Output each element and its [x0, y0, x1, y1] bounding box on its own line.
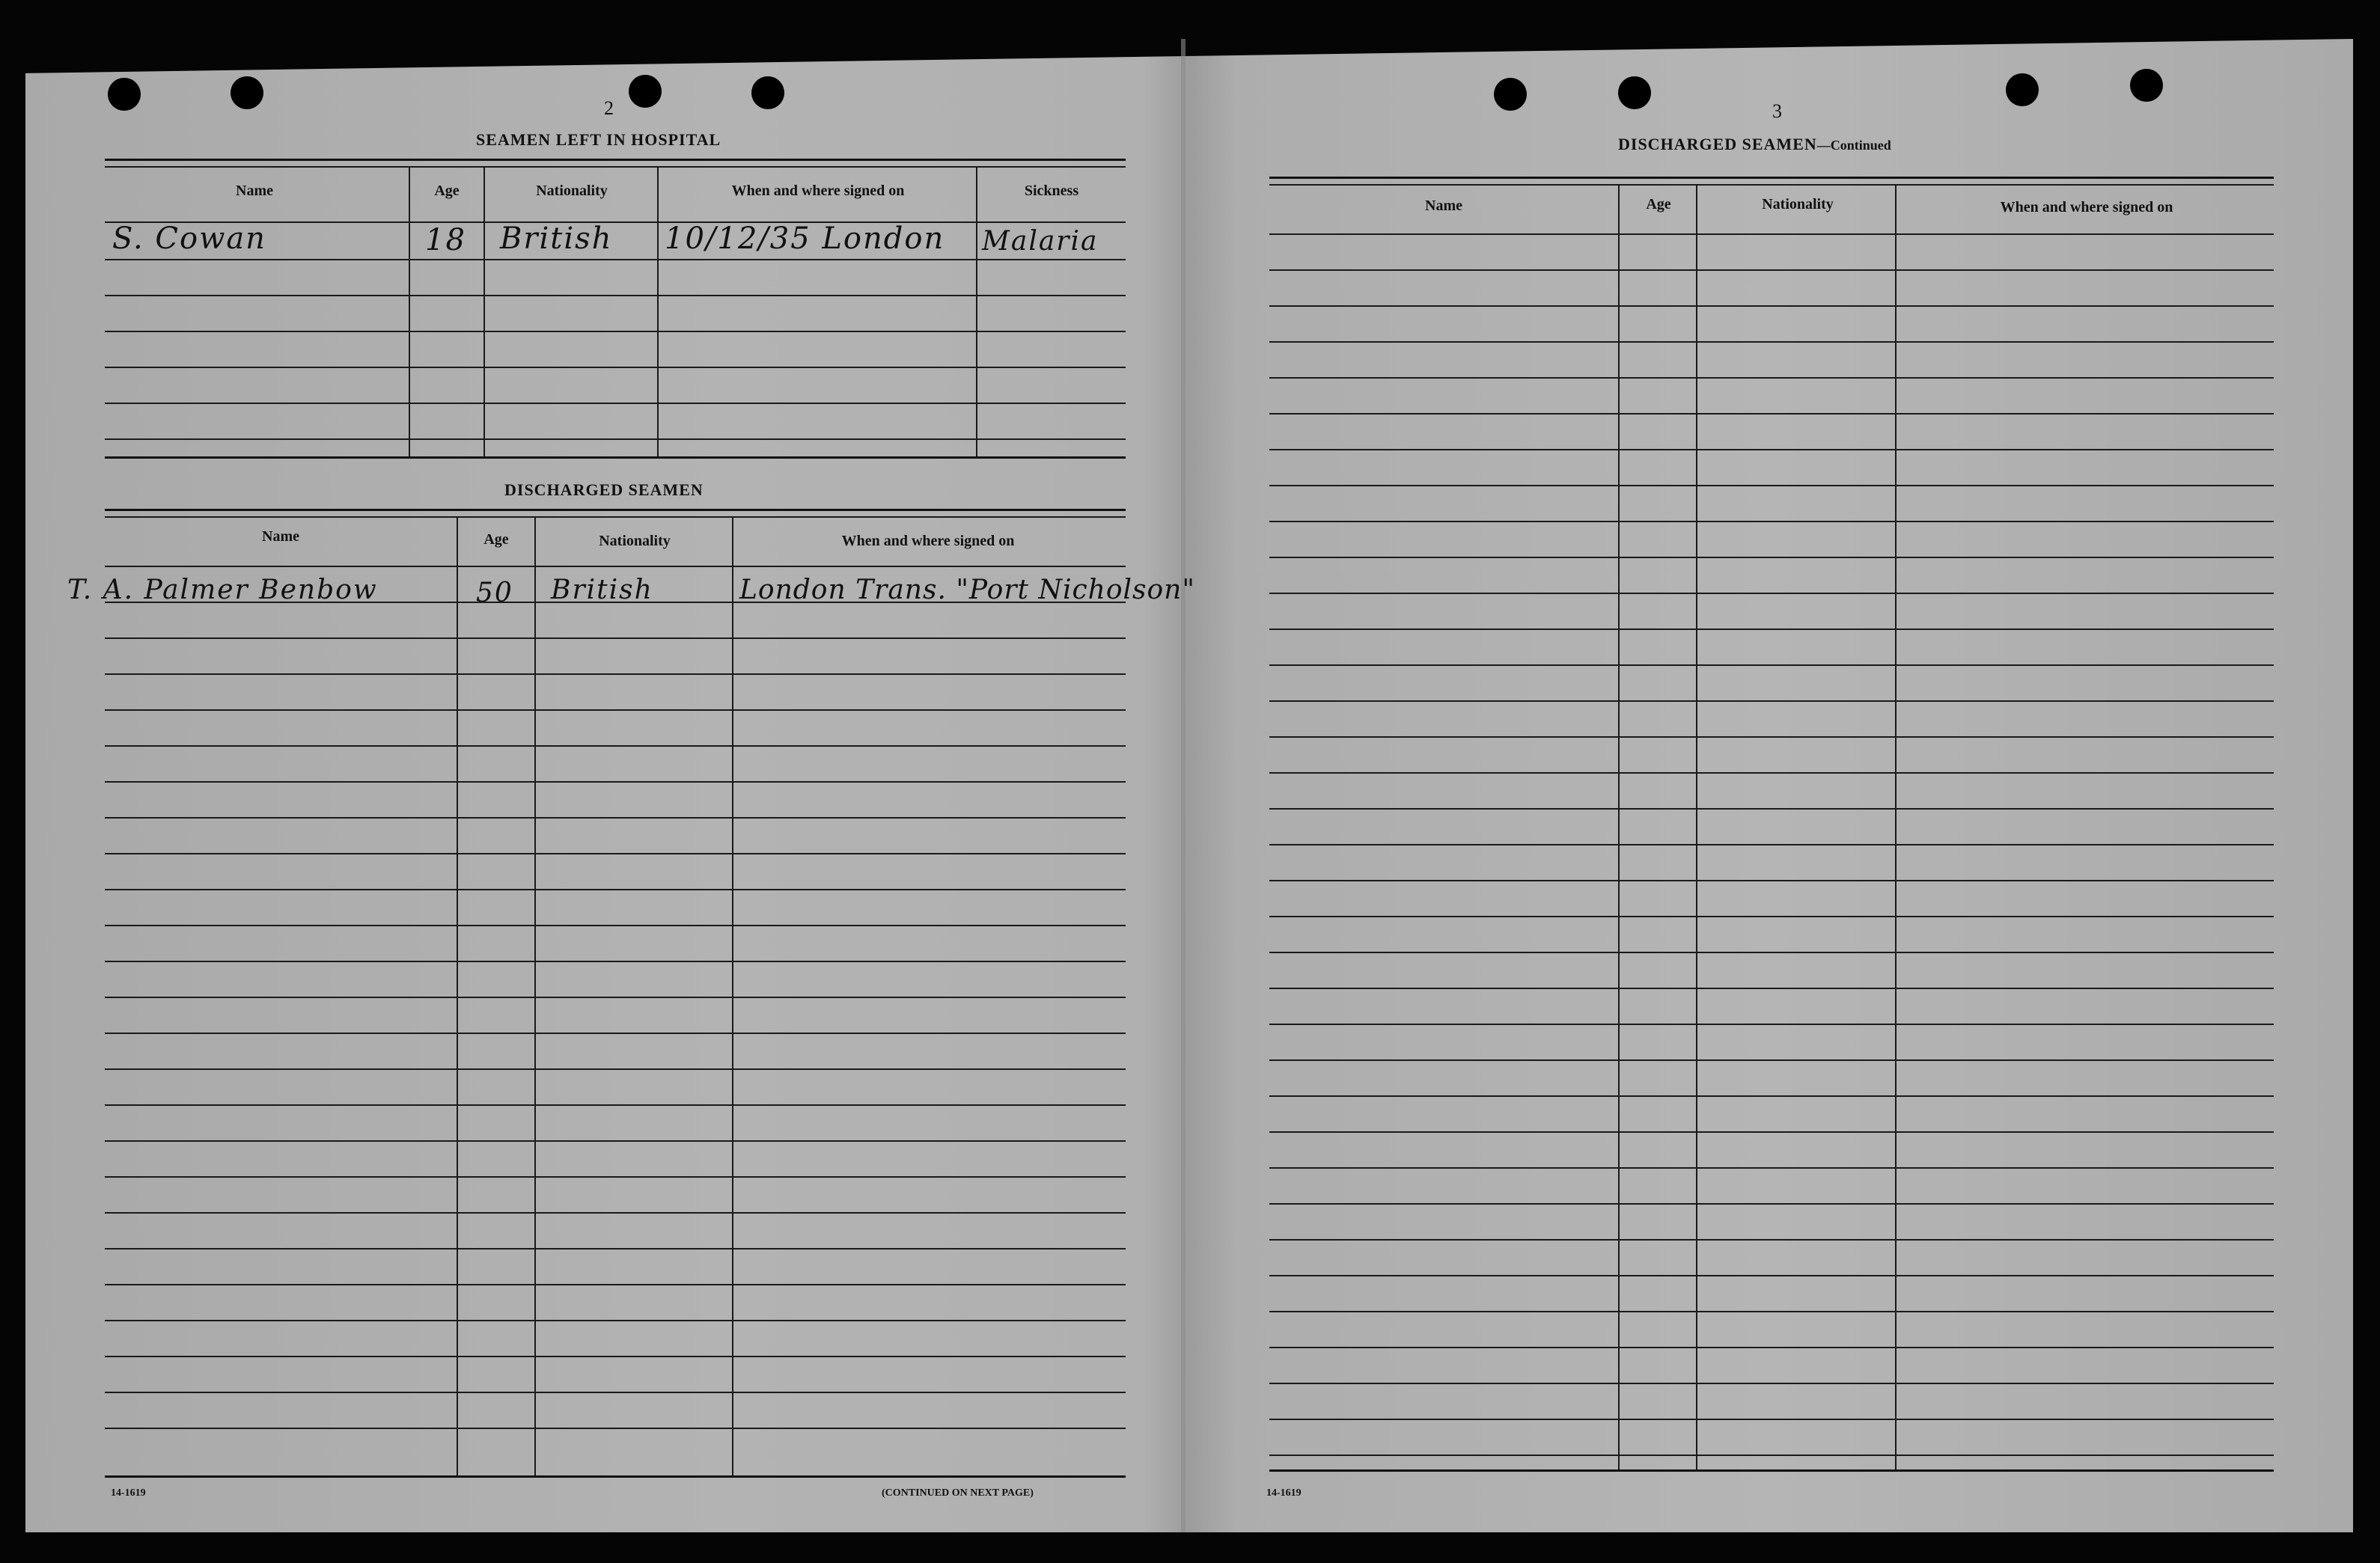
continued-note: (CONTINUED ON NEXT PAGE) — [882, 1487, 1034, 1499]
ruled-line — [1269, 1275, 2274, 1276]
punch-hole — [108, 78, 141, 111]
ruled-line — [1269, 700, 2274, 702]
ruled-line — [105, 602, 1126, 603]
seaman-signed-on: London Trans. "Port Nicholson" — [739, 575, 1195, 605]
ruled-line — [1269, 736, 2274, 738]
ruled-line — [1269, 233, 2274, 235]
ruled-line — [105, 925, 1126, 926]
ruled-line — [105, 961, 1126, 962]
ruled-line — [1269, 1383, 2274, 1384]
ruled-line — [105, 1248, 1126, 1250]
ruled-line — [105, 781, 1126, 783]
ruled-line — [1269, 269, 2274, 271]
ruled-line — [1269, 880, 2274, 881]
discharged-section-title: DISCHARGED SEAMEN — [504, 480, 704, 499]
ruled-line — [105, 709, 1126, 711]
ruled-line — [1269, 664, 2274, 666]
ruled-line — [105, 1428, 1126, 1429]
ruled-line — [105, 1068, 1126, 1070]
ruled-line — [1269, 1024, 2274, 1025]
form-number: 14-1619 — [111, 1487, 146, 1499]
ruled-line — [105, 853, 1126, 854]
column-header-nationality: Nationality — [536, 183, 608, 199]
ruled-line — [1269, 844, 2274, 845]
ruled-line — [105, 817, 1126, 819]
table-bottom-rule — [105, 1475, 1126, 1478]
ruled-line — [105, 1320, 1126, 1321]
ruled-line — [1269, 952, 2274, 953]
ruled-line — [105, 1356, 1126, 1357]
punch-hole — [751, 76, 784, 109]
column-header-nationality: Nationality — [1762, 196, 1834, 212]
column-header-age: Age — [483, 531, 509, 548]
column-header-name: Name — [262, 528, 299, 545]
ruled-line — [1269, 772, 2274, 774]
column-header-name: Name — [236, 183, 273, 199]
column-header-age: Age — [1646, 196, 1671, 212]
ruled-line — [1269, 1059, 2274, 1061]
ruled-line — [105, 673, 1126, 675]
punch-hole — [2130, 69, 2163, 102]
punch-hole — [2006, 73, 2039, 106]
seaman-name: S. Cowan — [112, 221, 266, 256]
ruled-line — [1269, 916, 2274, 917]
ruled-line — [105, 1104, 1126, 1106]
ruled-line — [1269, 305, 2274, 307]
ruled-line — [105, 637, 1126, 639]
ruled-line — [105, 1212, 1126, 1214]
punch-hole — [231, 76, 263, 109]
page-number: 3 — [1772, 100, 1782, 122]
column-header-name: Name — [1425, 198, 1462, 214]
ruled-line — [1269, 1455, 2274, 1456]
column-header-signed-on: When and where signed on — [841, 533, 1015, 549]
seaman-age: 18 — [425, 223, 466, 257]
column-header-signed-on: When and where signed on — [731, 183, 905, 199]
discharged-continued-title — [1618, 135, 1891, 154]
column-header-signed-on: When and where signed on — [2000, 199, 2173, 215]
form-number: 14-1619 — [1266, 1487, 1302, 1499]
table-bottom-rule — [1269, 1469, 2274, 1472]
punch-hole — [1494, 78, 1527, 111]
section-title-text: DISCHARGED SEAMEN — [1618, 135, 1817, 153]
hospital-section-title: SEAMEN LEFT IN HOSPITAL — [476, 130, 721, 149]
ruled-line — [1269, 449, 2274, 450]
ruled-line — [1269, 413, 2274, 415]
page-number: 2 — [604, 97, 614, 119]
ruled-line — [105, 1392, 1126, 1393]
punch-hole — [1618, 76, 1651, 109]
ruled-line — [1269, 1347, 2274, 1348]
ruled-line — [1269, 377, 2274, 379]
column-header-sickness: Sickness — [1024, 183, 1079, 199]
seaman-name: T. A. Palmer Benbow — [67, 575, 378, 605]
ruled-line — [1269, 521, 2274, 522]
ruled-line — [105, 1284, 1126, 1285]
ruled-line — [1269, 485, 2274, 486]
ruled-line — [1269, 1203, 2274, 1205]
ruled-line — [1269, 1239, 2274, 1241]
ruled-line — [1269, 1131, 2274, 1133]
ruled-line — [105, 745, 1126, 747]
ruled-line — [1269, 341, 2274, 343]
ruled-line — [1269, 1095, 2274, 1097]
ruled-line — [1269, 593, 2274, 594]
seaman-nationality: British — [500, 221, 613, 256]
column-header-nationality: Nationality — [599, 533, 671, 549]
seaman-sickness: Malaria — [982, 226, 1099, 257]
ruled-line — [1269, 628, 2274, 630]
seaman-signed-on: 10/12/35 London — [665, 221, 945, 256]
ruled-line — [105, 1033, 1126, 1034]
ruled-line — [105, 889, 1126, 890]
ruled-line — [1269, 988, 2274, 989]
page-fold — [1181, 39, 1186, 1532]
column-header-age: Age — [434, 183, 460, 199]
ruled-line — [105, 1140, 1126, 1142]
seaman-nationality: British — [551, 575, 653, 605]
ruled-line — [105, 997, 1126, 998]
ruled-line — [1269, 557, 2274, 558]
ruled-line — [105, 566, 1126, 567]
ruled-line — [1269, 1311, 2274, 1312]
ruled-line — [105, 1176, 1126, 1178]
seaman-age: 50 — [476, 578, 513, 608]
section-title-suffix: —Continued — [1816, 138, 1891, 153]
ruled-line — [1269, 1419, 2274, 1420]
ruled-line — [1269, 808, 2274, 810]
punch-hole — [629, 75, 662, 108]
ruled-line — [1269, 1167, 2274, 1169]
form-sheet — [25, 39, 2353, 1532]
